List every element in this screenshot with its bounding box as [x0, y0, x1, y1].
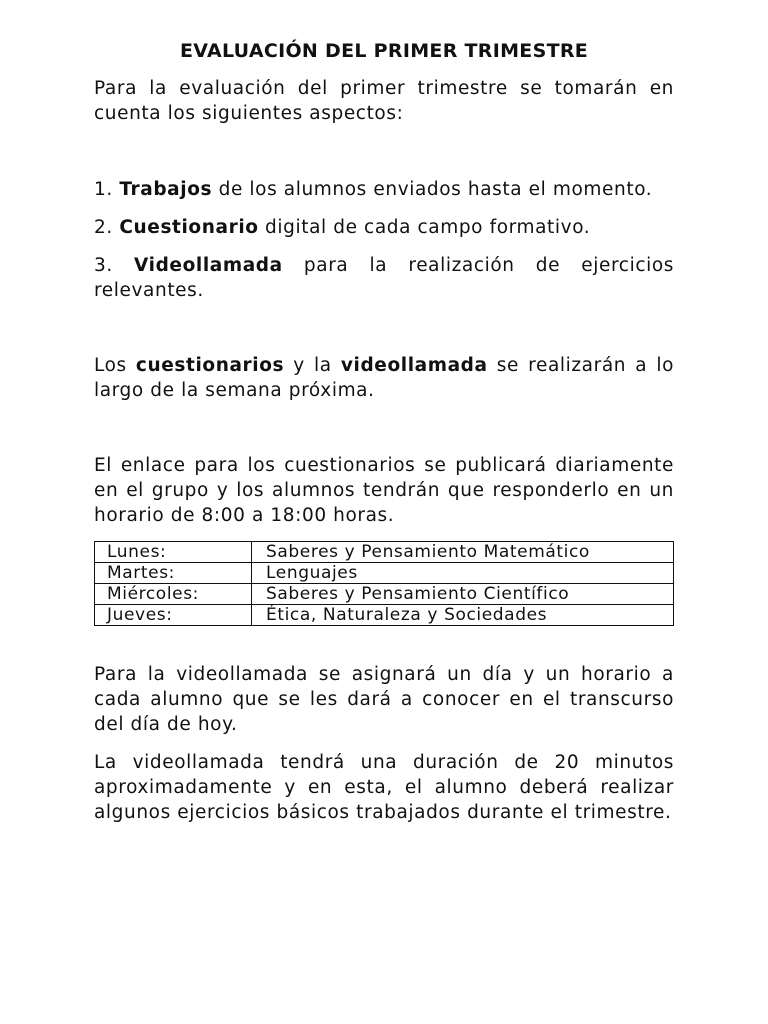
schedule-day: Lunes:: [95, 542, 252, 563]
note-keyword-videollamada: videollamada: [340, 355, 488, 376]
schedule-subject: Saberes y Pensamiento Científico: [252, 584, 674, 605]
schedule-subject: Lenguajes: [252, 563, 674, 584]
link-paragraph: El enlace para los cuestionarios se publicará diariamente en el grupo y los alumnos tendrán que responderlo en un horario de 8:00 a 18:00 horas.: [94, 455, 674, 526]
aspect-number: 2.: [94, 217, 120, 238]
aspect-item-2: [94, 215, 674, 240]
intro-paragraph: Para la evaluación del primer trimestre se tomarán en cuenta los siguientes aspectos:: [94, 78, 674, 124]
videocall-paragraph: Para la videollamada se asignará un día y un horario a cada alumno que se les dará a conocer en el transcurso del día de hoy.: [94, 664, 674, 735]
aspect-keyword: Trabajos: [119, 179, 213, 200]
aspect-text: para la realización de ejercicios relevantes.: [94, 255, 674, 301]
note-text: Los: [94, 355, 136, 376]
schedule-day: Miércoles:: [95, 584, 252, 605]
aspect-keyword: Videollamada: [134, 255, 283, 276]
aspect-text: digital de cada campo formativo.: [258, 217, 591, 238]
note-keyword-cuestionarios: cuestionarios: [135, 355, 285, 376]
document-title: EVALUACIÓN DEL PRIMER TRIMESTRE: [179, 40, 589, 62]
schedule-day: Martes:: [95, 563, 252, 584]
aspect-item-3: [94, 253, 674, 303]
schedule-table: [94, 541, 674, 626]
table-row: [95, 542, 674, 563]
aspect-item-1: [94, 177, 674, 202]
duration-paragraph: La videollamada tendrá una duración de 20 minutos aproximadamente y en esta, el alumno deberá realizar algunos ejercicios básicos trabajados durante el trimestre.: [94, 752, 674, 823]
note-text: se realizarán a lo largo de la semana próxima.: [94, 355, 674, 401]
table-row: [95, 605, 674, 626]
schedule-subject: Saberes y Pensamiento Matemático: [252, 542, 674, 563]
aspect-keyword: Cuestionario: [119, 217, 259, 238]
schedule-note-paragraph: [94, 353, 674, 403]
schedule-day: Jueves:: [95, 605, 252, 626]
table-row: [95, 563, 674, 584]
aspect-number: 3.: [94, 255, 135, 276]
document-page: [94, 38, 674, 825]
aspect-text: de los alumnos enviados hasta el momento.: [212, 179, 653, 200]
table-row: [95, 584, 674, 605]
schedule-subject: Ética, Naturaleza y Sociedades: [252, 605, 674, 626]
note-text: y la: [284, 355, 341, 376]
aspect-number: 1.: [94, 179, 120, 200]
